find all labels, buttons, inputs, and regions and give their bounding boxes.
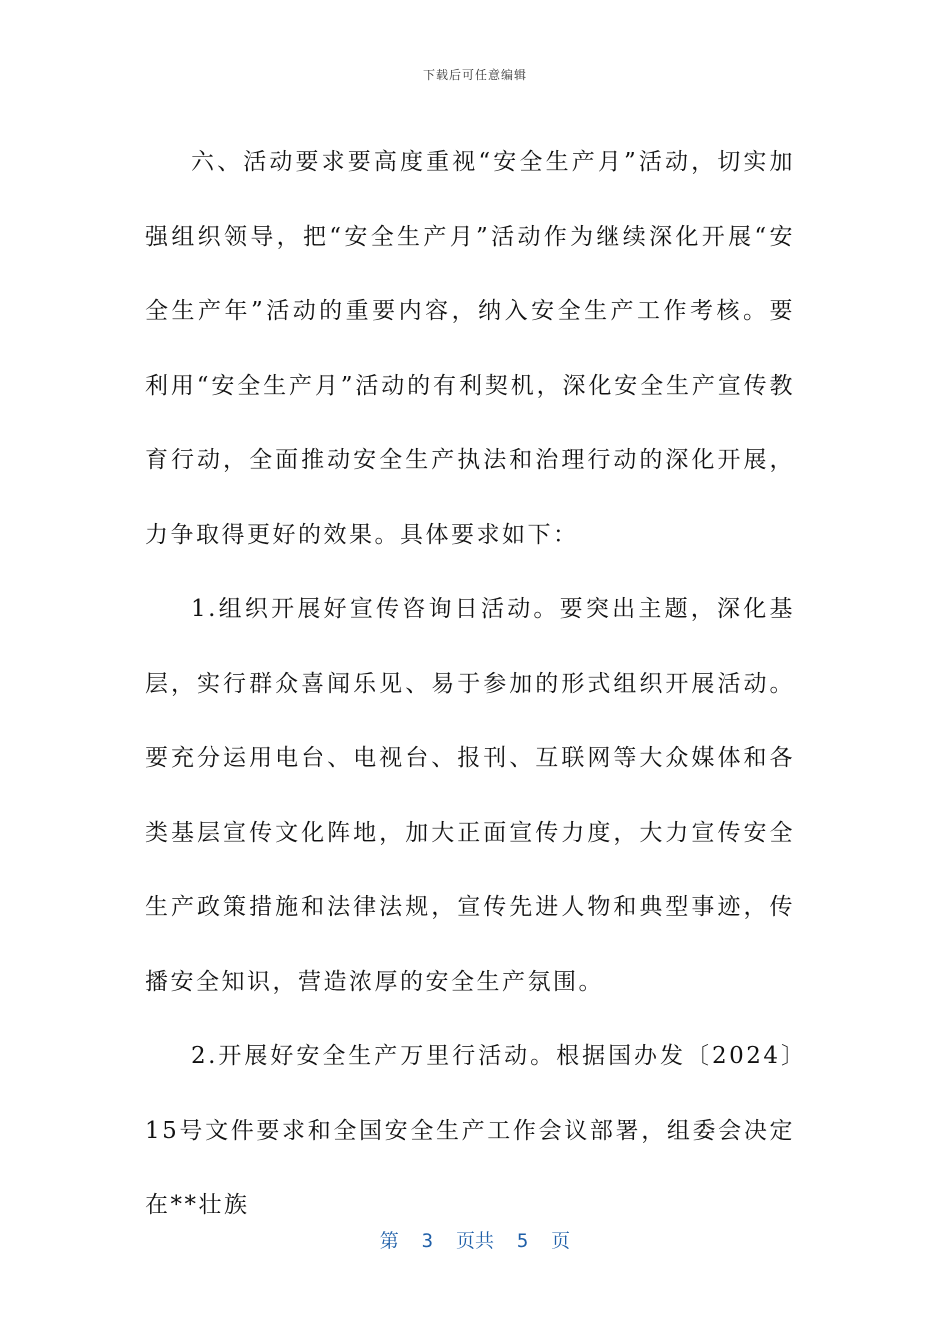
paragraph-item-2: 2.开展好安全生产万里行活动。根据国办发〔2024〕15号文件要求和全国安全生产工作会议部署，组委会决定在**壮族 xyxy=(145,1043,795,1218)
paragraph-item-1: 1.组织开展好宣传咨询日活动。要突出主题，深化基层，实行群众喜闻乐见、易于参加的形式组织开展活动。要充分运用电台、电视台、报刊、互联网等大众媒体和各类基层宣传文化阵地，加大正面宣传力度，大力宣传安全生产政策措施和法律法规，宣传先进人物和典型事迹，传播安全知识，营造浓厚的安全生产氛围。 xyxy=(145,596,795,995)
page-header-note: 下载后可任意编辑 xyxy=(422,68,527,82)
paragraph-activity-requirements: 六、活动要求要高度重视“安全生产月”活动，切实加强组织领导，把“安全生产月”活动作为继续深化开展“安全生产年”活动的重要内容，纳入安全生产工作考核。要利用“安全生产月”活动的有利契机，深化安全生产宣传教育行动，全面推动安全生产执法和治理行动的深化开展，力争取得更好的效果。具体要求如下： xyxy=(145,149,795,548)
page-number-footer: 第 3 页共 5 页 xyxy=(379,1230,571,1252)
document-body xyxy=(145,125,795,1243)
